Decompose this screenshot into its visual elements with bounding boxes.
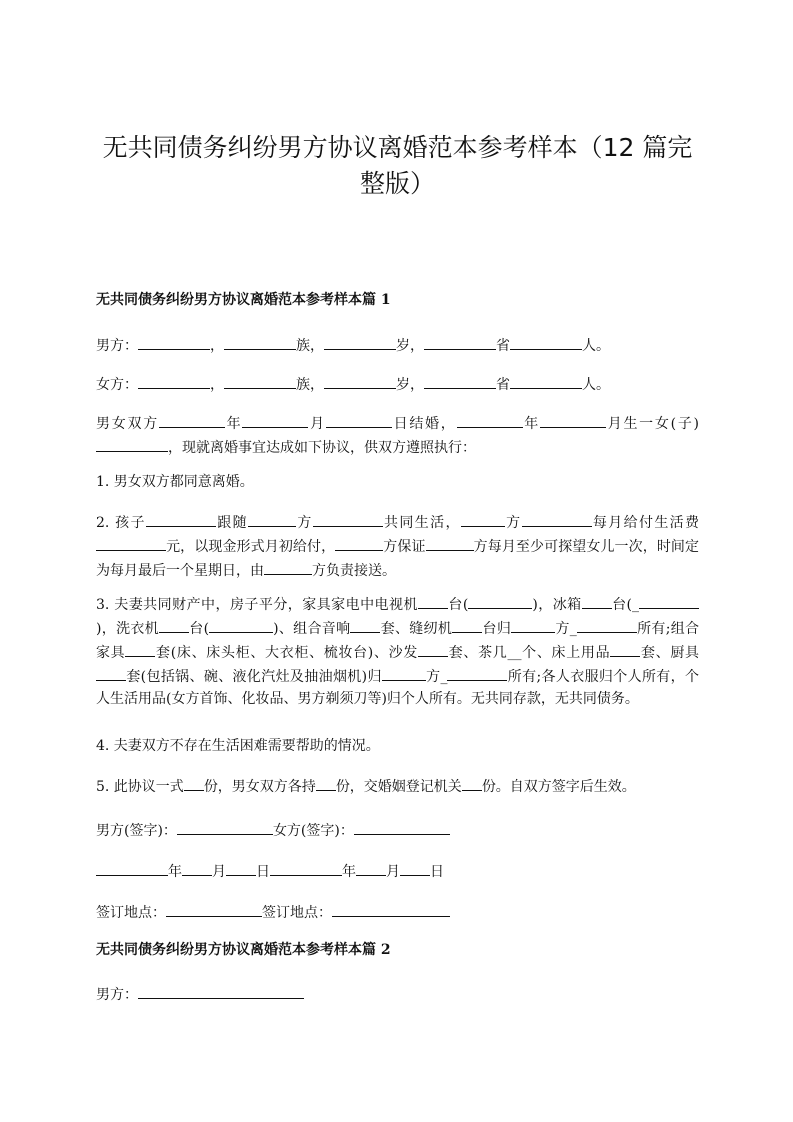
age-label: 岁， bbox=[396, 338, 424, 354]
document-title: 无共同债务纠纷男方协议离婚范本参考样本（12 篇完整版） bbox=[102, 133, 693, 198]
blank bbox=[224, 333, 296, 350]
male-info-line bbox=[96, 333, 699, 357]
marriage-paragraph bbox=[96, 411, 699, 459]
text: 套、厨具 bbox=[640, 645, 700, 661]
text: 年 bbox=[224, 416, 243, 432]
text: 台( bbox=[447, 597, 469, 613]
blank bbox=[461, 510, 505, 527]
blank bbox=[264, 558, 312, 575]
blank bbox=[138, 372, 210, 389]
text: )，洗衣机 bbox=[96, 621, 159, 637]
province-label: 省 bbox=[496, 377, 510, 393]
ethnic-label: 族， bbox=[296, 377, 324, 393]
male-label: 男方： bbox=[96, 338, 138, 354]
clause-3 bbox=[96, 592, 699, 710]
blank bbox=[468, 592, 532, 609]
text: 所有;各人衣服归个人所有，个人生活用品(女方首饰、化妆品、男方剃须刀等)归个人所有。无共同存款，无共同债务。 bbox=[96, 669, 699, 707]
blank bbox=[138, 333, 210, 350]
blank[interactable] bbox=[332, 900, 450, 917]
blank bbox=[511, 616, 555, 633]
blank bbox=[242, 411, 308, 428]
female-label: 女方： bbox=[96, 377, 138, 393]
text: 套、茶几__ bbox=[448, 645, 522, 661]
text: 月 bbox=[386, 864, 400, 880]
blank bbox=[418, 640, 448, 657]
person-label: 人。 bbox=[582, 377, 610, 393]
blank bbox=[224, 372, 296, 389]
text: 份，男女双方各持 bbox=[203, 779, 316, 795]
blank bbox=[96, 534, 166, 551]
male-signature-label: 男方(签字)： bbox=[96, 823, 177, 839]
blank bbox=[457, 411, 523, 428]
text: 方_ bbox=[425, 669, 448, 685]
blank bbox=[209, 616, 273, 633]
text: 元，以现金形式月初给付， bbox=[166, 539, 336, 555]
text: )，冰箱 bbox=[532, 597, 582, 613]
section-1-heading: 无共同债务纠纷男方协议离婚范本参考样本篇 1 bbox=[96, 292, 391, 308]
text: 套(包括锅、碗、液化汽灶及抽油烟机)归 bbox=[126, 669, 382, 685]
text: 月 bbox=[212, 864, 226, 880]
text: 男女双方 bbox=[96, 416, 159, 432]
blank bbox=[382, 664, 426, 681]
text: 所有;组合家具 bbox=[96, 621, 700, 661]
blank bbox=[159, 411, 225, 428]
blank[interactable] bbox=[138, 982, 304, 999]
text: 日 bbox=[430, 864, 444, 880]
text: 年 bbox=[168, 864, 182, 880]
blank bbox=[182, 859, 212, 876]
comma: ， bbox=[210, 338, 224, 354]
signature-line bbox=[96, 818, 699, 842]
text: 共同生活， bbox=[382, 515, 461, 531]
blank bbox=[313, 510, 383, 527]
text: 方 bbox=[295, 515, 313, 531]
age-label: 岁， bbox=[396, 377, 424, 393]
blank bbox=[226, 859, 256, 876]
text: 份。自双方签字后生效。 bbox=[481, 779, 636, 795]
section-2-male-line bbox=[96, 982, 699, 1006]
text: 方保证 bbox=[383, 539, 426, 555]
blank bbox=[184, 774, 204, 791]
text: 月 bbox=[308, 416, 326, 432]
blank bbox=[424, 372, 496, 389]
blank bbox=[577, 616, 637, 633]
text: 方 bbox=[504, 515, 522, 531]
blank bbox=[540, 411, 606, 428]
text: 方负责接送。 bbox=[312, 563, 396, 579]
date-line bbox=[96, 859, 699, 883]
female-signature-label: 女方(签字)： bbox=[272, 823, 354, 839]
blank bbox=[350, 616, 380, 633]
text: 跟随 bbox=[215, 515, 248, 531]
clause-1: 1. 男女双方都同意离婚。 bbox=[96, 474, 254, 490]
blank bbox=[447, 664, 507, 681]
text: ，现就离婚事宜达成如下协议，供双方遵照执行： bbox=[168, 440, 476, 456]
province-label: 省 bbox=[496, 338, 510, 354]
text: 日 bbox=[256, 864, 270, 880]
blank[interactable] bbox=[166, 900, 262, 917]
comma: ， bbox=[210, 377, 224, 393]
blank bbox=[356, 859, 386, 876]
text: 台( bbox=[189, 621, 210, 637]
blank bbox=[424, 333, 496, 350]
male-signature-blank[interactable] bbox=[177, 818, 273, 835]
text: 年 bbox=[342, 864, 356, 880]
ethnic-label: 族， bbox=[296, 338, 324, 354]
text: 日结婚， bbox=[391, 416, 457, 432]
blank bbox=[639, 592, 699, 609]
text: 2. 孩子 bbox=[96, 515, 146, 531]
blank bbox=[418, 592, 448, 609]
male-label: 男方： bbox=[96, 987, 138, 1003]
text: 份，交婚姻登记机关 bbox=[335, 779, 462, 795]
blank bbox=[248, 510, 296, 527]
place-label: 签订地点： bbox=[96, 905, 166, 921]
text: )、组合音响 bbox=[273, 621, 351, 637]
blank bbox=[610, 640, 640, 657]
place-label: 签订地点： bbox=[262, 905, 332, 921]
blank bbox=[324, 333, 396, 350]
female-signature-blank[interactable] bbox=[354, 818, 450, 835]
blank bbox=[522, 510, 592, 527]
blank bbox=[400, 859, 430, 876]
blank bbox=[159, 616, 189, 633]
text: 月生一女(子) bbox=[605, 416, 700, 432]
text: 年 bbox=[522, 416, 540, 432]
text: 台归 bbox=[482, 621, 512, 637]
blank bbox=[96, 664, 126, 681]
blank bbox=[510, 333, 582, 350]
blank bbox=[426, 534, 474, 551]
blank bbox=[582, 592, 612, 609]
clause-2 bbox=[96, 510, 699, 582]
blank bbox=[125, 640, 155, 657]
blank bbox=[335, 534, 383, 551]
blank bbox=[452, 616, 482, 633]
text: 每月给付生活费 bbox=[591, 515, 700, 531]
text: 方_ bbox=[555, 621, 577, 637]
person-label: 人。 bbox=[582, 338, 610, 354]
clause-4: 4. 夫妻双方不存在生活困难需要帮助的情况。 bbox=[96, 738, 380, 754]
blank bbox=[462, 774, 482, 791]
blank bbox=[316, 774, 336, 791]
clause-5 bbox=[96, 774, 699, 798]
blank bbox=[510, 372, 582, 389]
text: 套、缝纫机 bbox=[380, 621, 453, 637]
text: 台(_ bbox=[611, 597, 640, 613]
text: 3. 夫妻共同财产中，房子平分，家具家电中电视机 bbox=[96, 597, 418, 613]
text: 个、床上用品 bbox=[521, 645, 611, 661]
place-line bbox=[96, 900, 699, 924]
section-2-heading: 无共同债务纠纷男方协议离婚范本参考样本篇 2 bbox=[96, 942, 391, 958]
blank bbox=[96, 435, 168, 452]
blank bbox=[96, 859, 168, 876]
blank bbox=[324, 372, 396, 389]
female-info-line bbox=[96, 372, 699, 396]
text: 5. 此协议一式 bbox=[96, 779, 184, 795]
text: 方每月至少可探望女儿一次，时间定为每月最后一个星期日，由 bbox=[96, 539, 700, 579]
blank bbox=[146, 510, 216, 527]
blank bbox=[270, 859, 342, 876]
text: 套(床、床头柜、大衣柜、梳妆台)、沙发 bbox=[155, 645, 419, 661]
blank bbox=[326, 411, 392, 428]
